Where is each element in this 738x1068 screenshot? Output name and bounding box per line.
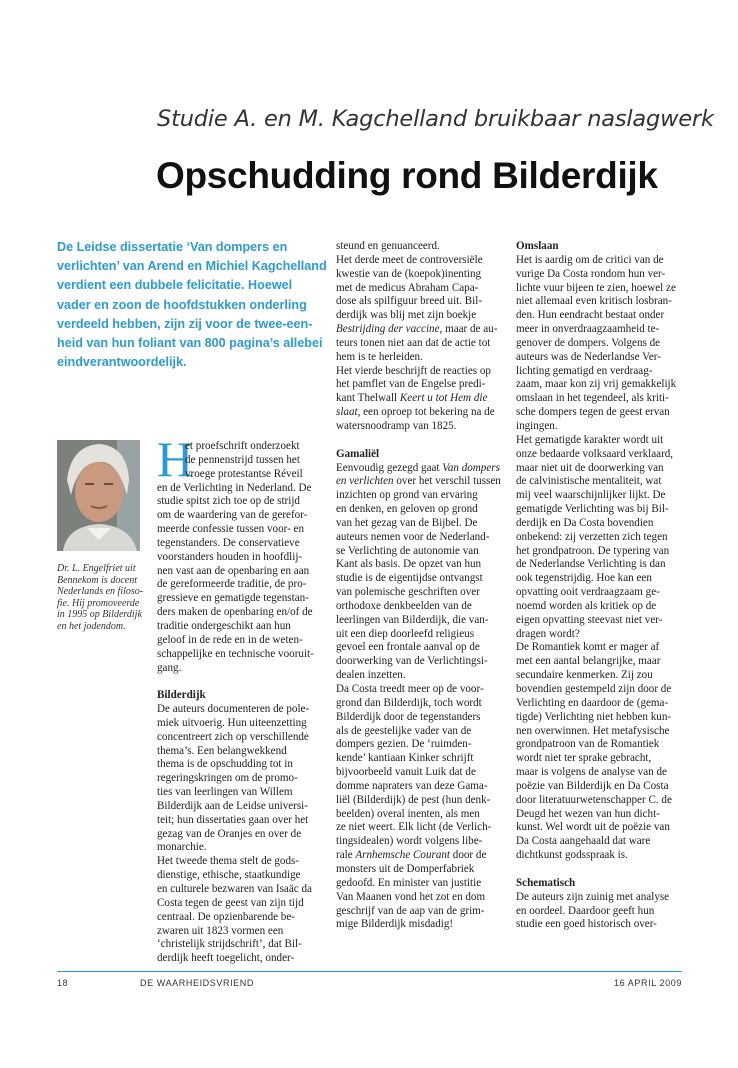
text-line: lichte vuur bijeen te zien, hoewel ze [516,281,676,294]
text-line: inzichten op grond van ervaring [336,489,478,502]
text-line: leerlingen van Bilderdijk, die van- [336,613,489,626]
text-line: wordt niet ter sprake gebracht, [516,752,652,765]
text-line: slaat, een oproep tot bekering na de [336,406,495,419]
text-line: en verlichten over het verschil tussen [336,475,501,488]
footer-rule [57,971,682,972]
text-line: gressieve en gematigde tegenstan- [157,592,309,605]
text-line: het pamflet van de Engelse predi- [336,378,486,391]
text-line: ders maken de openbaring en/of de [157,606,313,619]
text-line: mij veel waarschijnlijker lijkt. De [516,489,666,502]
page-number: 18 [57,978,69,988]
text-line: dose als spilfiguur breed uit. Bil- [336,295,483,308]
text-line: uit een diep doorleefd religieus [336,627,475,640]
lead-line: heid van hun foliant van 800 pagina’s allebei [57,336,323,351]
text-line: Da Costa treedt meer op de voor- [336,683,484,695]
text-line: ze niet weert. Elk licht (de Verlich- [336,821,492,834]
text-line: schappelijke en technische vooruit- [157,647,314,660]
caption-line: Nederlands en filoso- [57,586,144,598]
text-line: de gereformeerde traditie, de pro- [157,578,307,591]
text-line: van het gezag van de Bijbel. De [336,516,478,529]
text-line: omslaan in het tegendeel, als kriti- [516,392,669,405]
article-title: Opschudding rond Bilderdijk [156,155,658,196]
section-heading: Gamaliël [336,447,380,460]
text-line: om de waardering van de gerefor- [157,509,308,522]
text-line: tigde) Verlichting niet hebben kun- [516,710,672,723]
text-line: kunst. Wel wordt uit de poëzie van [516,821,670,834]
text-line: De auteurs zijn zuinig met analyse [516,890,670,903]
text-line: de calvinistische mentaliteit, wat [516,475,662,488]
text-line: de pennenstrijd tussen het [185,453,300,466]
text-line: en denken, en geloven op grond [336,503,478,516]
text-line: Het derde meet de controversiële [336,253,483,266]
text-line: gedoofd. En minister van justitie [336,876,482,889]
text-line: se Verlichting de autonomie van [336,544,479,557]
text-line: meer in onverdraagzaamheid te- [516,323,660,336]
text-line: grondpatroon van de Romantiek [516,738,660,751]
text-line: kant Thelwall Keert u tot Hem die [336,392,488,405]
text-line: dealen inzetten. [336,669,406,682]
text-line: gezag van de Oranjes en over de [157,827,302,840]
text-line: en culturele bezwaren van Isaäc da [157,883,312,895]
text-line: secundaire kenmerken. Zij zou [516,669,653,682]
text-line: orthodoxe denkbeelden van de [336,599,472,612]
text-line: steund en genuanceerd. [336,240,440,252]
article-column-3 [516,240,684,932]
text-line: rale Arnhemsche Courant door de [336,849,487,862]
text-line: de Nederlandse Verlichting is dan [516,558,666,571]
caption-line: fie. Hij promoveerde [57,597,140,609]
text-line: domme napraters van deze Gama- [336,779,488,792]
text-line: ook tegenstrijdig. Hoe kan een [516,572,652,585]
text-line: auteurs was de Nederlandse Ver- [516,350,661,363]
text-line: voorstanders houden in hoofdlij- [157,550,303,563]
text-line: Het gematigde karakter wordt uit [516,433,664,446]
text-line: monsters uit de Domperfabriek [336,862,475,875]
section-heading: Omslaan [516,240,559,252]
text-line: onbekend: zij verzetten zich tegen [516,530,668,543]
text-line: poëzie van Bilderdijk en Da Costa [516,779,669,792]
text-line: den. Hun eendracht bestaat onder [516,309,665,322]
text-line: mige Bilderdijk misdadig! [336,918,454,931]
text-line: nen overwinnen. Het metafysische [516,724,670,737]
text-line: van polemische geschriften over [336,586,480,599]
text-line: onze bedaarde volksaard verklaard, [516,447,674,460]
text-line: dragen wordt? [516,627,580,640]
text-line: met de medicus Abraham Capa- [336,281,479,294]
text-line: ingingen. [516,419,558,432]
caption-line: in 1995 op Bilderdijk [57,609,142,621]
text-line: auteurs nemen voor de Nederland- [336,530,490,543]
text-line: traditie ondergeschikt aan hun [157,619,291,632]
paragraph-gap [516,863,684,877]
text-line: Het tweede thema stelt de gods- [157,855,300,868]
text-line: Costa tegen de geest van zijn tijd [157,896,304,909]
text-line: kende’ kantiaan Kinker schrijft [336,752,474,765]
text-line: tingsidealen) wordt volgens libe- [336,835,483,848]
text-line: Kant als basis. De opzet van hun [336,558,482,571]
text-line: Het is aardig om de critici van de [516,253,664,266]
lead-line: De Leidse dissertatie ‘Van dompers en [57,240,288,254]
text-line: teurs tonen niet aan dat de actie tot [336,336,491,349]
section-heading: Schematisch [516,876,576,889]
text-line: met een aantal belangrijke, maar [516,655,661,668]
text-line: vurige Da Costa rondom hun ver- [516,267,666,280]
text-line: Verlichting en daardoor de (gema- [516,696,669,709]
text-line: opvatting ooit verdraagzaam ge- [516,586,660,599]
text-line: studie een goed historisch over- [516,918,657,931]
paragraph-gap [336,434,504,448]
article-subtitle: Studie A. en M. Kagchelland bruikbaar naslagwerk [157,106,714,132]
text-line: bijvoorbeeld vanuit Luik dat de [336,766,476,779]
author-photo [57,440,140,551]
text-line: regeringskringen om de promo- [157,772,298,785]
text-line: hem is te herleiden. [336,350,423,363]
caption-line: en het jodendom. [57,620,126,632]
lead-line: verlichten’ van Arend en Michiel Kagchelland [57,259,327,274]
text-line: dompers gezien. De ‘ruimden- [336,738,472,751]
text-line: sche dompers tegen de geest ervan [516,406,670,419]
issue-date: 16 APRIL 2009 [613,978,682,988]
text-line: geschrijf van de aap van de grim- [336,904,485,917]
text-line: Eenvoudig gezegd gaat Van dompers [336,461,500,474]
text-line: studie spitst zich toe op de strijd [157,495,300,508]
text-line: Het vierde beschrijft de reacties op [336,364,491,377]
text-line: als de geestelijke vader van de [336,724,472,737]
text-line: het grondpatroon. De typering van [516,544,670,557]
text-line: genover de dompers. Volgens de [516,336,661,349]
caption-line: Bennekom is docent [57,574,137,586]
text-line: Bilderdijk door de tegenstanders [336,710,481,723]
text-line: liël (Bilderdijk) de pest (hun denk- [336,793,491,806]
text-line: gang. [157,661,182,674]
text-line: zaam, maar kon zij vrij gemakkelijk [516,378,677,391]
text-line: gematigde Verlichting was bij Bil- [516,503,669,516]
drop-cap: H [157,431,194,487]
text-line: noemd worden als kritiek op de [516,599,657,612]
text-line: tegenstanders. De conservatieve [157,536,300,549]
paragraph-gap [157,675,322,689]
caption-line: Dr. L. Engelfriet uit [57,563,136,574]
text-line: thema is de opschudding tot in [157,758,293,771]
text-line: dienstige, ethische, staatkundige [157,869,301,882]
text-line: lichting gematigd en verdraag- [516,364,653,377]
text-line: eigen opvatting steevast niet ver- [516,613,663,626]
section-heading: Bilderdijk [157,689,206,702]
lead-line: eindverantwoordelijk. [57,355,187,370]
text-line: Deugd het wezen van hun dicht- [516,807,660,820]
text-line: gevoel een frontale aanval op de [336,641,480,654]
text-line: dichtkunst godsspraak is. [516,849,628,862]
text-line: en oordeel. Daardoor geeft hun [516,904,655,917]
lead-line: vader en zoon de hoofdstukken onderling [57,297,307,312]
text-line: studie is de eigentijdse ontvangst [336,572,483,585]
text-line: et proefschrift onderzoekt [185,440,300,452]
text-line: niet allemaal even kritisch losbran- [516,295,672,308]
article-lead [57,238,327,372]
text-line: miek uitvoerig. Hun uiteenzetting [157,716,307,729]
text-line: Da Costa aangehaald dat ware [516,835,651,848]
text-line: Bilderdijk aan de Leidse universi- [157,799,308,812]
publication-name: DE WAARHEIDSVRIEND [140,978,254,988]
text-line: maar is volgens de analyse van de [516,766,667,779]
text-line: derdijk heeft toegelicht, onder- [157,952,295,965]
text-line: derdijk en Da Costa bovendien [516,516,654,529]
text-line: doorwerking van de Verlichtingsi- [336,655,488,668]
text-line: bovendien gestempeld zijn door de [516,683,672,695]
article-column-1 [157,440,322,966]
text-line: derdijk was blij met zijn boekje [336,309,477,322]
text-line: ties van leerlingen van Willem [157,786,293,799]
text-line: centraal. De opzienbarende be- [157,910,295,923]
text-line: beelden) overal inenten, als men [336,807,480,820]
text-line: vroege protestantse Réveil [185,467,303,480]
text-line: watersnoodramp van 1825. [336,419,457,432]
photo-caption [57,563,143,633]
article-column-2 [336,240,504,932]
text-line: maar niet uit de doorwerking van [516,461,664,474]
text-line: thema’s. Een belangwekkend [157,744,287,757]
text-line: concentreert zich op verschillende [157,730,309,743]
text-line: zwaren uit 1823 vormen een [157,924,284,937]
text-line: geloof in de rede en in de weten- [157,633,303,646]
text-line: grond dan Bilderdijk, toch wordt [336,696,482,709]
text-line: ‘christelijk strijdschrift’, dat Bil- [157,938,302,951]
lead-line: verdeeld hebben, zijn zij voor de twee-een- [57,316,313,331]
text-line: nen vast aan de openbaring en aan [157,564,310,577]
text-line: De auteurs documenteren de pole- [157,703,310,716]
lead-line: verdient een dubbele felicitatie. Hoewel [57,278,293,293]
text-line: monarchie. [157,841,207,854]
text-line: kwestie van de (koepok)inenting [336,267,482,280]
text-line: Van Maanen vond het zot en dom [336,890,486,903]
text-line: teit; hun dissertaties gaan over het [157,813,309,826]
text-line: en de Verlichting in Nederland. De [157,481,312,494]
text-line: De Romantiek komt er mager af [516,641,660,654]
text-line: Bestrijding der vaccine, maar de au- [336,323,498,336]
text-line: door literatuurwetenschapper C. de [516,793,672,806]
text-line: meerde confessie tussen voor- en [157,523,305,536]
